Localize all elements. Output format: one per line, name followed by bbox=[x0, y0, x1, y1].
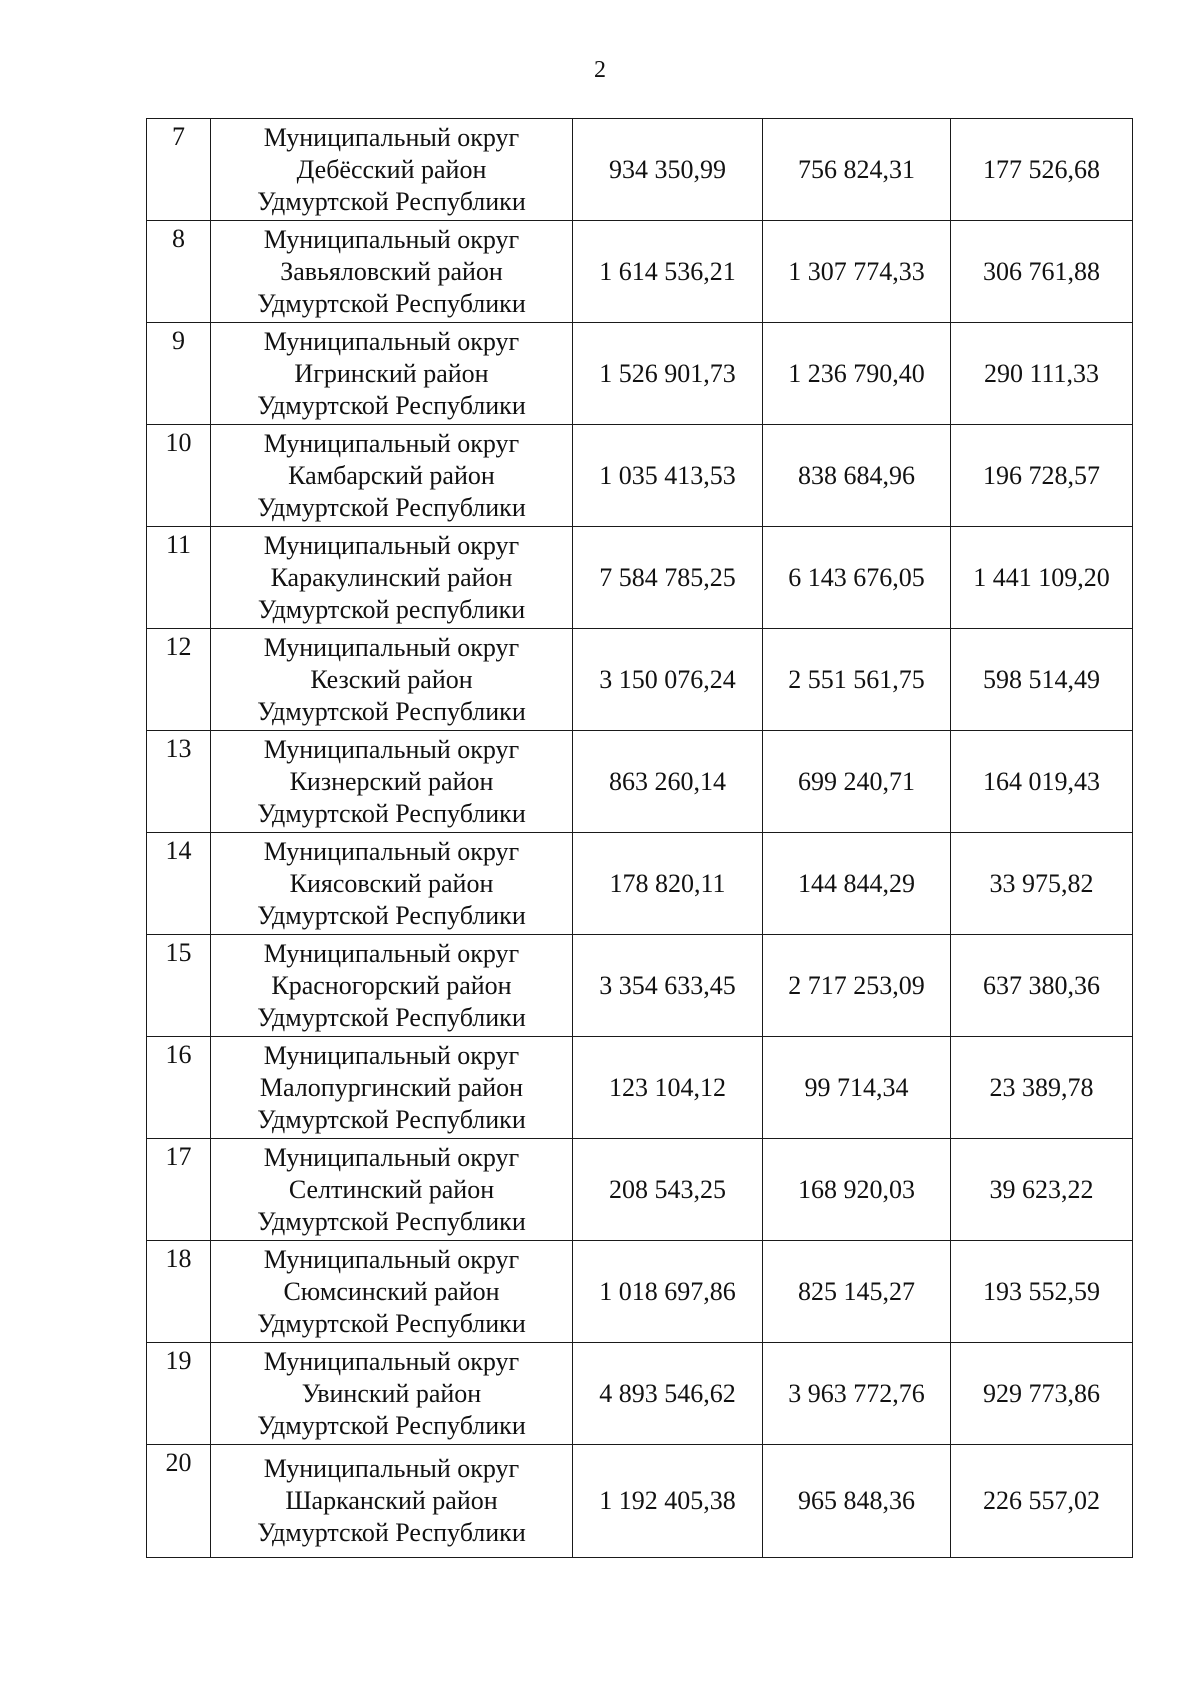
municipality-name-line2: Дебёсский район bbox=[296, 154, 487, 184]
row-number-cell: 11 bbox=[147, 527, 211, 629]
row-number-cell: 7 bbox=[147, 119, 211, 221]
municipality-name-line2: Игринский район bbox=[294, 358, 489, 388]
municipality-name-line2: Кезский район bbox=[310, 664, 473, 694]
amount-cell-2: 3 963 772,76 bbox=[763, 1343, 951, 1445]
municipality-name-line1: Муниципальный округ bbox=[263, 530, 520, 560]
municipality-name-cell bbox=[211, 1037, 573, 1139]
table-row bbox=[147, 1139, 1133, 1241]
amount-cell-3: 164 019,43 bbox=[951, 731, 1133, 833]
municipality-name-line3: Удмуртской Республики bbox=[257, 390, 526, 420]
municipality-name-cell bbox=[211, 1241, 573, 1343]
municipality-name-cell bbox=[211, 221, 573, 323]
table-row bbox=[147, 527, 1133, 629]
row-number-cell: 8 bbox=[147, 221, 211, 323]
amount-cell-1: 863 260,14 bbox=[573, 731, 763, 833]
amount-cell-2: 2 551 561,75 bbox=[763, 629, 951, 731]
amount-cell-3: 39 623,22 bbox=[951, 1139, 1133, 1241]
municipality-name-line2: Шарканский район bbox=[285, 1486, 498, 1515]
amount-cell-3: 290 111,33 bbox=[951, 323, 1133, 425]
municipality-name-line2: Кизнерский район bbox=[289, 766, 494, 796]
amount-cell-2: 2 717 253,09 bbox=[763, 935, 951, 1037]
municipality-name-line3: Удмуртской Республики bbox=[257, 696, 526, 726]
row-number-cell: 12 bbox=[147, 629, 211, 731]
amount-cell-2: 1 236 790,40 bbox=[763, 323, 951, 425]
municipality-name-line1: Муниципальный округ bbox=[263, 428, 520, 458]
amount-cell-3: 226 557,02 bbox=[951, 1445, 1133, 1558]
amount-cell-1: 1 035 413,53 bbox=[573, 425, 763, 527]
municipality-name-cell bbox=[211, 119, 573, 221]
table-row bbox=[147, 1343, 1133, 1445]
municipality-name-line2: Сюмсинский район bbox=[283, 1276, 500, 1306]
amount-cell-1: 1 614 536,21 bbox=[573, 221, 763, 323]
amount-cell-2: 6 143 676,05 bbox=[763, 527, 951, 629]
municipality-name-line2: Увинский район bbox=[301, 1378, 482, 1408]
amount-cell-2: 838 684,96 bbox=[763, 425, 951, 527]
amount-cell-3: 23 389,78 bbox=[951, 1037, 1133, 1139]
table-body bbox=[147, 119, 1133, 1558]
municipality-name-line3: Удмуртской Республики bbox=[257, 1002, 526, 1032]
amount-cell-2: 699 240,71 bbox=[763, 731, 951, 833]
table-row bbox=[147, 1445, 1133, 1558]
amount-cell-1: 7 584 785,25 bbox=[573, 527, 763, 629]
row-number-cell: 18 bbox=[147, 1241, 211, 1343]
municipality-name-line3: Удмуртской Республики bbox=[257, 186, 526, 216]
municipality-name-line1: Муниципальный округ bbox=[263, 836, 520, 866]
municipality-name-line3: Удмуртской Республики bbox=[257, 1518, 526, 1547]
amount-cell-1: 1 192 405,38 bbox=[573, 1445, 763, 1558]
municipality-name-line3: Удмуртской Республики bbox=[257, 288, 526, 318]
row-number-cell: 14 bbox=[147, 833, 211, 935]
municipality-name-cell bbox=[211, 935, 573, 1037]
municipality-name-line3: Удмуртской Республики bbox=[257, 1410, 526, 1440]
page-number: 2 bbox=[594, 57, 606, 83]
amount-cell-2: 1 307 774,33 bbox=[763, 221, 951, 323]
amount-cell-3: 196 728,57 bbox=[951, 425, 1133, 527]
row-number-cell: 9 bbox=[147, 323, 211, 425]
municipality-name-line2: Каракулинский район bbox=[270, 562, 513, 592]
amount-cell-2: 965 848,36 bbox=[763, 1445, 951, 1558]
amount-cell-3: 598 514,49 bbox=[951, 629, 1133, 731]
municipality-name-cell bbox=[211, 323, 573, 425]
municipality-name-cell bbox=[211, 1139, 573, 1241]
municipality-name-line3: Удмуртской Республики bbox=[257, 1308, 526, 1338]
municipality-name-line1: Муниципальный округ bbox=[263, 224, 520, 254]
municipality-name-cell bbox=[211, 833, 573, 935]
municipality-name-line1: Муниципальный округ bbox=[263, 1346, 520, 1376]
municipality-name-line1: Муниципальный округ bbox=[263, 1142, 520, 1172]
municipality-name-line1: Муниципальный округ bbox=[263, 1244, 520, 1274]
table-row bbox=[147, 833, 1133, 935]
amount-cell-1: 123 104,12 bbox=[573, 1037, 763, 1139]
municipality-name-line3: Удмуртской республики bbox=[257, 594, 526, 624]
table-row bbox=[147, 731, 1133, 833]
amount-cell-3: 33 975,82 bbox=[951, 833, 1133, 935]
row-number-cell: 19 bbox=[147, 1343, 211, 1445]
municipality-name-line1: Муниципальный округ bbox=[263, 122, 520, 152]
row-number-cell: 16 bbox=[147, 1037, 211, 1139]
table-row bbox=[147, 935, 1133, 1037]
municipality-name-line2: Селтинский район bbox=[288, 1174, 495, 1204]
municipality-name-cell bbox=[211, 527, 573, 629]
amount-cell-1: 1 526 901,73 bbox=[573, 323, 763, 425]
table-row bbox=[147, 425, 1133, 527]
municipality-name-line2: Киясовский район bbox=[289, 868, 494, 898]
municipality-name-cell bbox=[211, 629, 573, 731]
municipality-name-line1: Муниципальный округ bbox=[263, 632, 520, 662]
row-number-cell: 15 bbox=[147, 935, 211, 1037]
municipality-name-line2: Красногорский район bbox=[271, 970, 512, 1000]
amount-cell-2: 756 824,31 bbox=[763, 119, 951, 221]
municipality-name-line2: Камбарский район bbox=[288, 460, 495, 490]
table-row bbox=[147, 221, 1133, 323]
municipality-name-cell bbox=[211, 731, 573, 833]
amount-cell-1: 3 354 633,45 bbox=[573, 935, 763, 1037]
table-row bbox=[147, 323, 1133, 425]
amount-cell-1: 208 543,25 bbox=[573, 1139, 763, 1241]
table-row bbox=[147, 1037, 1133, 1139]
municipality-name-line3: Удмуртской Республики bbox=[257, 492, 526, 522]
row-number-cell: 17 bbox=[147, 1139, 211, 1241]
amount-cell-1: 934 350,99 bbox=[573, 119, 763, 221]
municipality-name-cell bbox=[211, 1343, 573, 1445]
municipality-name-line2: Малопургинский район bbox=[259, 1072, 524, 1102]
amount-cell-3: 929 773,86 bbox=[951, 1343, 1133, 1445]
municipality-name-line1: Муниципальный округ bbox=[263, 1454, 520, 1483]
amount-cell-3: 1 441 109,20 bbox=[951, 527, 1133, 629]
row-number-cell: 10 bbox=[147, 425, 211, 527]
table-row bbox=[147, 119, 1133, 221]
table-row bbox=[147, 1241, 1133, 1343]
amount-cell-2: 144 844,29 bbox=[763, 833, 951, 935]
amount-cell-3: 193 552,59 bbox=[951, 1241, 1133, 1343]
amount-cell-3: 637 380,36 bbox=[951, 935, 1133, 1037]
municipality-name-line1: Муниципальный округ bbox=[263, 938, 520, 968]
table-row bbox=[147, 629, 1133, 731]
allocation-table bbox=[146, 118, 1133, 1558]
municipality-name-line2: Завьяловский район bbox=[280, 256, 503, 286]
row-number-cell: 13 bbox=[147, 731, 211, 833]
amount-cell-1: 4 893 546,62 bbox=[573, 1343, 763, 1445]
amount-cell-2: 825 145,27 bbox=[763, 1241, 951, 1343]
amount-cell-2: 99 714,34 bbox=[763, 1037, 951, 1139]
amount-cell-1: 3 150 076,24 bbox=[573, 629, 763, 731]
municipality-name-line1: Муниципальный округ bbox=[263, 734, 520, 764]
amount-cell-1: 178 820,11 bbox=[573, 833, 763, 935]
amount-cell-2: 168 920,03 bbox=[763, 1139, 951, 1241]
amount-cell-3: 177 526,68 bbox=[951, 119, 1133, 221]
municipality-name-line3: Удмуртской Республики bbox=[257, 900, 526, 930]
municipality-name-line1: Муниципальный округ bbox=[263, 326, 520, 356]
row-number-cell: 20 bbox=[147, 1445, 211, 1558]
amount-cell-3: 306 761,88 bbox=[951, 221, 1133, 323]
municipality-name-line3: Удмуртской Республики bbox=[257, 1206, 526, 1236]
municipality-name-line3: Удмуртской Республики bbox=[257, 798, 526, 828]
municipality-name-cell bbox=[211, 1445, 573, 1558]
municipality-name-line1: Муниципальный округ bbox=[263, 1040, 520, 1070]
municipality-name-cell bbox=[211, 425, 573, 527]
municipality-name-line3: Удмуртской Республики bbox=[257, 1104, 526, 1134]
amount-cell-1: 1 018 697,86 bbox=[573, 1241, 763, 1343]
